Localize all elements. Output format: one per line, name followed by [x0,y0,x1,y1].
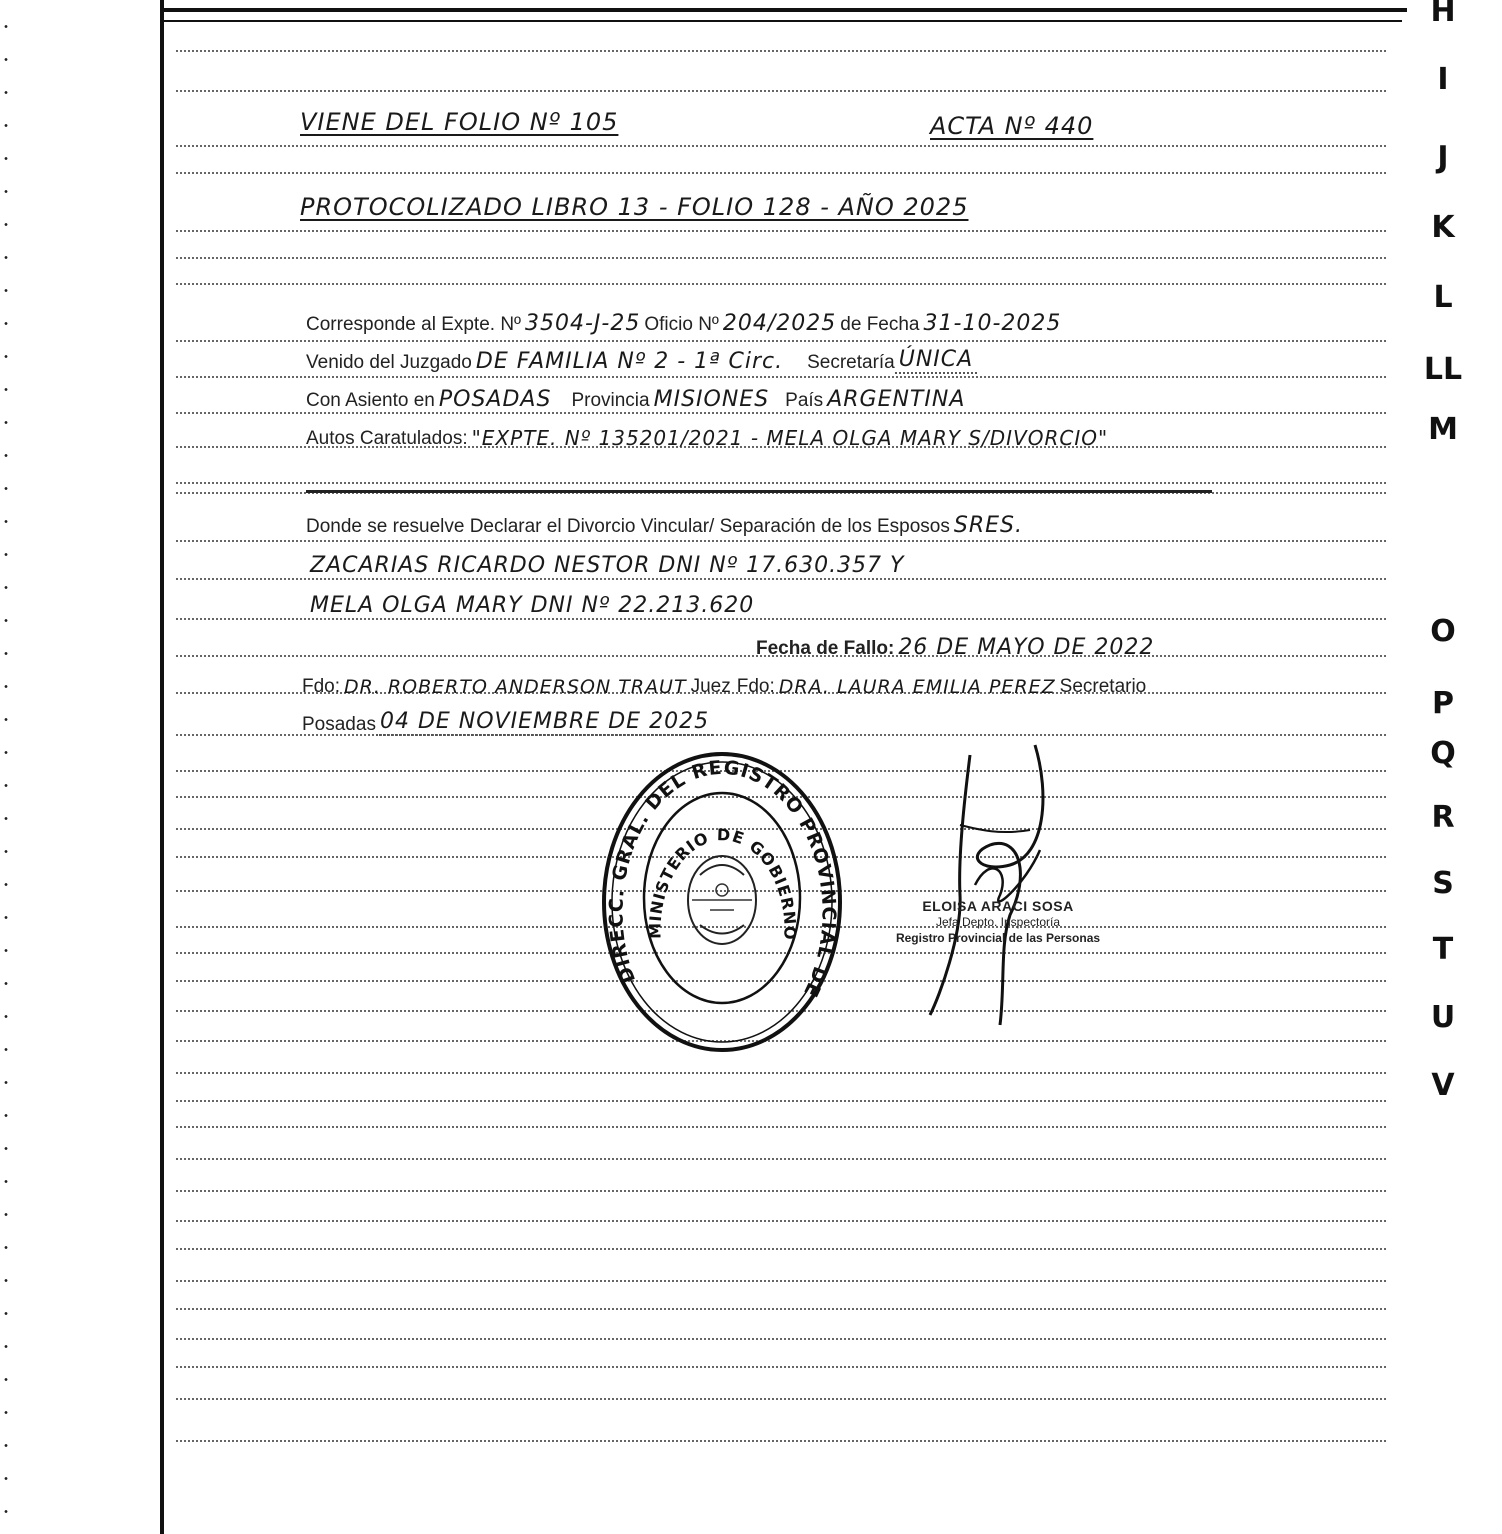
fallo-label: Fecha de Fallo: [756,638,895,659]
index-letter: I [1437,62,1449,97]
row-juzgado [306,344,977,374]
index-letter: M [1428,412,1458,447]
row-expediente [306,306,1065,336]
ruled-line [176,340,1386,342]
index-letter: LL [1423,352,1463,387]
fdo-juez-value: DR. ROBERTO ANDERSON TRAUT [344,676,687,698]
index-letter: H [1430,0,1456,29]
row-asiento [306,382,969,412]
autos-value: "EXPTE. Nº 135201/2021 - MELA OLGA MARY S/DIVORCIO" [471,426,1109,450]
seal-graphic [600,750,845,1055]
fallo-value: 26 DE MAYO DE 2022 [898,635,1155,660]
resuelve-label: Donde se resuelve Declarar el Divorcio Vincular/ Separación de los Esposos [306,516,950,537]
asiento-label: Con Asiento en [306,390,435,411]
expte-value: 3504-J-25 [525,311,641,336]
secretaria-label: Secretaría [807,352,895,373]
ruled-line [176,1126,1386,1128]
fecha-value: 31-10-2025 [923,311,1062,336]
row-resuelve [306,508,1027,538]
stamp-name: ELOISA ARACI SOSA [922,898,1074,914]
fdo-secretario-value: DRA. LAURA EMILIA PEREZ [778,676,1056,698]
autos-label: Autos Caratulados: [306,428,468,449]
ruled-line [176,1366,1386,1368]
top-rule [162,8,1407,12]
index-letter: U [1430,1000,1456,1035]
official-seal [600,750,845,1055]
ruled-line [176,257,1386,259]
index-letter: T [1432,932,1454,967]
margin-line [160,0,164,1534]
seal-outer-text: DIRECC. GRAL. DEL REGISTRO PROVINCIAL DE [605,756,840,1001]
ruled-line [176,172,1386,174]
header-folio: VIENE DEL FOLIO Nº 105 [300,108,619,136]
ruled-line [176,540,1386,542]
binding-dots [0,0,12,1534]
asiento-value: POSADAS [438,387,552,412]
ruled-line [176,145,1386,147]
ruled-line [176,230,1386,232]
ruled-line [176,1338,1386,1340]
resuelve-value: SRES. [953,513,1023,538]
posadas-value: 04 DE NOVIEMBRE DE 2025 [376,709,713,736]
ruled-line [176,1190,1386,1192]
pais-value: ARGENTINA [827,387,966,412]
header-protocolizado: PROTOCOLIZADO LIBRO 13 - FOLIO 128 - AÑO 2025 [300,193,969,221]
juez-label: Juez [690,676,731,697]
oficio-value: 204/2025 [722,311,837,336]
stamp-office: Registro Provincial de las Personas [895,931,1101,945]
ruled-line [176,376,1386,378]
coat-of-arms-icon [688,856,756,944]
provincia-label: Provincia [571,390,650,411]
esposo-1: ZACARIAS RICARDO NESTOR DNI Nº 17.630.357 Y [310,553,905,578]
index-letter: R [1431,800,1455,835]
index-letter: Q [1430,736,1456,771]
secretario-label: Secretario [1059,676,1147,697]
official-stamp [868,898,1128,946]
row-firmas [302,668,1146,698]
row-esposo-2 [306,588,758,618]
ruled-line [176,1158,1386,1160]
ruled-line [176,618,1386,620]
index-letter: J [1437,140,1449,175]
ruled-line [176,1440,1386,1442]
ruled-line [176,283,1386,285]
stamp-title: Jefa Depto. Inspectoría [935,915,1061,929]
index-letter: P [1432,686,1454,721]
posadas-label: Posadas [302,714,376,735]
ruled-line [176,1100,1386,1102]
row-autos [306,420,1112,450]
index-letter: V [1431,1068,1455,1103]
pais-label: País [785,390,824,411]
oficio-label: Oficio Nº [644,314,719,335]
seal-inner-text: MINISTERIO DE GOBIERNO [645,825,800,941]
row-esposo-1 [306,548,908,578]
row-posadas [302,706,713,736]
ruled-line [176,1248,1386,1250]
fecha-label: de Fecha [840,314,920,335]
ruled-line [176,1220,1386,1222]
ruled-line [176,578,1386,580]
header-acta: ACTA Nº 440 [930,112,1094,140]
expte-label: Corresponde al Expte. Nº [306,314,521,335]
ruled-line [176,90,1386,92]
ruled-line [176,1280,1386,1282]
juzgado-value: DE FAMILIA Nº 2 - 1ª Circ. [475,349,784,374]
ruled-line [176,482,1386,484]
juzgado-label: Venido del Juzgado [306,352,472,373]
index-letter: S [1432,866,1454,901]
ruled-line [176,1072,1386,1074]
ruled-line [176,412,1386,414]
esposo-2: MELA OLGA MARY DNI Nº 22.213.620 [310,593,755,618]
provincia-value: MISIONES [653,387,770,412]
ruled-line [176,1308,1386,1310]
secretaria-value: ÚNICA [895,347,977,374]
fdo-secretario-label: Fdo: [736,676,775,697]
handwritten-signature [860,735,1140,1035]
index-letter: O [1430,614,1456,649]
ruled-line [176,50,1386,52]
separator-rule [306,490,1212,493]
row-fallo [756,630,1158,660]
index-letter: K [1431,210,1455,245]
top-rule-thin [162,20,1402,22]
ruled-line [176,1398,1386,1400]
fdo-juez-label: Fdo: [302,676,341,697]
index-letter: L [1433,280,1453,315]
